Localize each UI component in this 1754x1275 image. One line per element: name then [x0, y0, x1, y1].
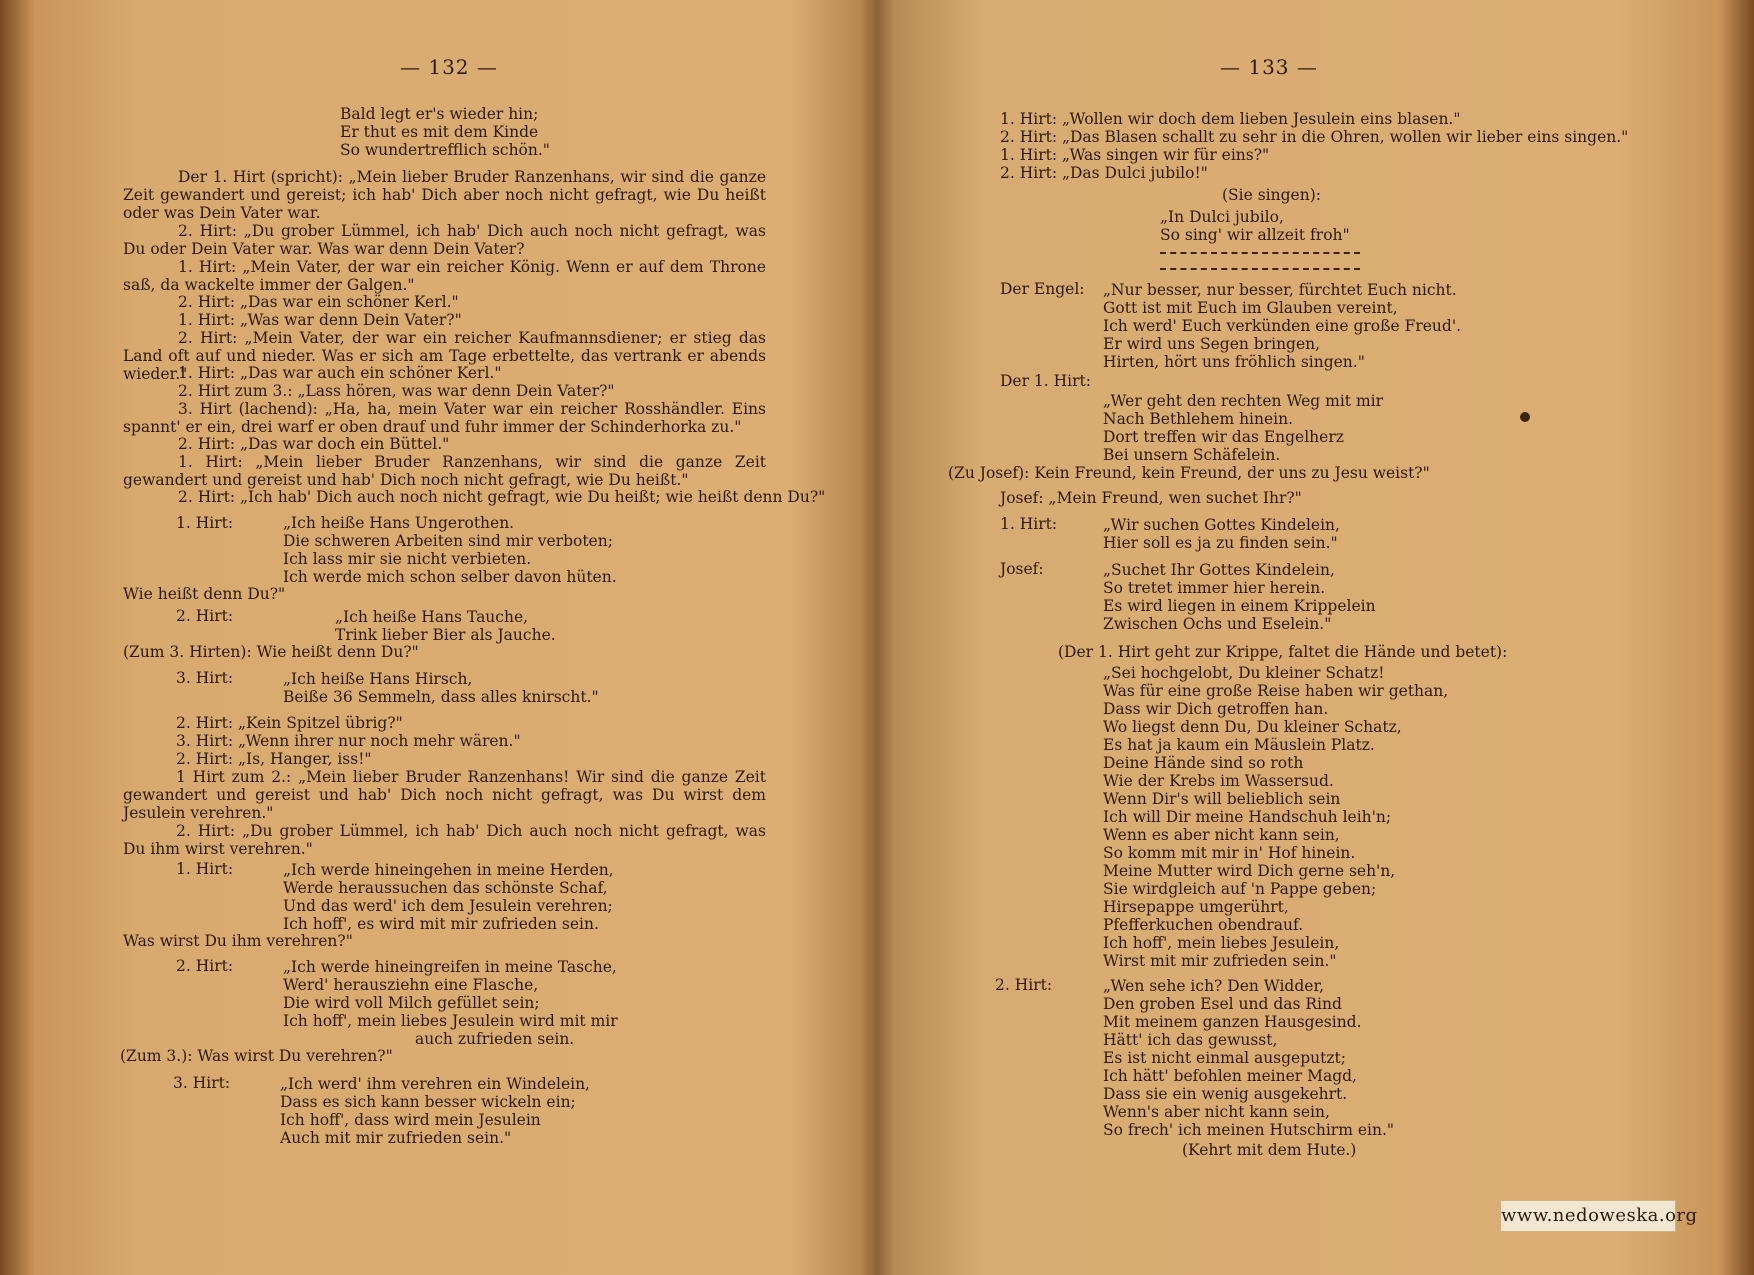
verse-line: Wenn Dir's will belieblich sein [1103, 790, 1341, 808]
text-paragraph: 3. Hirt (lachend): „Ha, ha, mein Vater war ein reicher Rosshändler. Eins spannt' er ein, drei warf er oben drauf und fuhr immer der Schinderhorka zu." [123, 400, 766, 436]
verse-line: Es hat ja kaum ein Mäuslein Platz. [1103, 736, 1375, 754]
verse-line: Ich werde mich schon selber davon hüten. [283, 568, 617, 586]
verse-line: Hirsepappe umgerührt, [1103, 898, 1289, 916]
divider [1160, 268, 1360, 271]
text-paragraph: 2. Hirt: „Du grober Lümmel, ich hab' Dich auch noch nicht gefragt, was Du ihm wirst verehren." [123, 822, 766, 858]
verse-line: Ich werd' Euch verkünden eine große Freud'. [1103, 317, 1462, 335]
speaker-label: 2. Hirt: [995, 976, 1053, 994]
speaker-label: Josef: [1000, 560, 1044, 578]
text-line: 1. Hirt: „Wollen wir doch dem lieben Jesulein eins blasen." [1000, 110, 1461, 128]
verse-line: Wo liegst denn Du, Du kleiner Schatz, [1103, 718, 1402, 736]
verse-line: „Nur besser, nur besser, fürchtet Euch nicht. [1103, 281, 1457, 299]
verse-line: Dort treffen wir das Engelherz [1103, 428, 1344, 446]
verse-line: Beiße 36 Semmeln, dass alles knirscht." [283, 688, 599, 706]
verse-line: Was für eine große Reise haben wir gethan, [1103, 682, 1449, 700]
verse-line: Ich hoff', es wird mit mir zufrieden sein. [283, 915, 599, 933]
text-line: Was wirst Du ihm verehren?" [123, 932, 353, 950]
text-line: 2. Hirt: „Ich hab' Dich auch noch nicht gefragt, wie Du heißt; wie heißt denn Du?" [178, 488, 826, 506]
text-line: Er thut es mit dem Kinde [340, 123, 539, 141]
text-paragraph: 2. Hirt: „Mein Vater, der war ein reicher Kaufmannsdiener; er stieg das Land oft auf und nieder. Was er sich am Tage erbettelte, das vertrank er abends wieder." [123, 329, 766, 383]
verse-line: Zwischen Ochs und Eselein." [1103, 615, 1332, 633]
text-line: 2. Hirt: „Das war doch ein Büttel." [178, 435, 450, 453]
verse-line: Hirten, hört uns fröhlich singen." [1103, 353, 1365, 371]
ink-spot-icon [1520, 412, 1530, 422]
text-line: (Zum 3.): Was wirst Du verehren?" [120, 1047, 393, 1065]
verse-line: Werde heraussuchen das schönste Schaf, [283, 879, 608, 897]
verse-line: So frech' ich meinen Hutschirm ein." [1103, 1121, 1394, 1139]
text-paragraph: 2. Hirt: „Du grober Lümmel, ich hab' Dich auch noch nicht gefragt, was Du oder Dein Vater war. Was war denn Dein Vater? [123, 222, 766, 258]
divider [1160, 252, 1360, 255]
verse-line: „Ich heiße Hans Hirsch, [283, 670, 473, 688]
speaker-label: 1. Hirt: [1000, 515, 1058, 533]
verse-line: Dass sie ein wenig ausgekehrt. [1103, 1085, 1348, 1103]
verse-line: Bei unsern Schäfelein. [1103, 446, 1281, 464]
verse-line: „Wir suchen Gottes Kindelein, [1103, 516, 1340, 534]
speaker-label: 1. Hirt: [176, 514, 234, 532]
text-line: Josef: „Mein Freund, wen suchet Ihr?" [1000, 489, 1302, 507]
speaker-label: Der Engel: [1000, 280, 1085, 298]
speaker-label: 1. Hirt: [176, 860, 234, 878]
text-paragraph: 1. Hirt: „Mein lieber Bruder Ranzenhans, wir sind die ganze Zeit gewandert und gereist und hab' Dich noch nicht gefragt, wie Du heißt." [123, 453, 766, 489]
verse-line: Er wird uns Segen bringen, [1103, 335, 1321, 353]
left-page [0, 0, 860, 1275]
verse-line: Trink lieber Bier als Jauche. [335, 626, 556, 644]
speaker-label: 2. Hirt: [176, 607, 234, 625]
verse-line: Den groben Esel und das Rind [1103, 995, 1342, 1013]
stage-direction: (Sie singen): [1222, 186, 1321, 204]
verse-line: „Ich werd' ihm verehren ein Windelein, [280, 1075, 590, 1093]
page-number: — 133 — [1220, 55, 1318, 79]
speaker-label: Der 1. Hirt: [1000, 372, 1091, 390]
speaker-label: 3. Hirt: [176, 669, 234, 687]
page-number: — 132 — [400, 55, 498, 79]
text-line: (Zu Josef): Kein Freund, kein Freund, der uns zu Jesu weist?" [948, 464, 1430, 482]
right-page [860, 0, 1754, 1275]
stage-direction: (Der 1. Hirt geht zur Krippe, faltet die Hände und betet): [1058, 643, 1508, 661]
verse-line: Dass es sich kann besser wickeln ein; [280, 1093, 576, 1111]
verse-line: Hätt' ich das gewusst, [1103, 1031, 1278, 1049]
verse-line: Ich hätt' befohlen meiner Magd, [1103, 1067, 1357, 1085]
text-line: 2. Hirt: „Das Dulci jubilo!" [1000, 164, 1208, 182]
verse-line: „Suchet Ihr Gottes Kindelein, [1103, 561, 1335, 579]
text-line: 3. Hirt: „Wenn ihrer nur noch mehr wären." [176, 732, 521, 750]
verse-line: Auch mit mir zufrieden sein." [280, 1129, 512, 1147]
verse-line: „Ich heiße Hans Ungerothen. [283, 514, 515, 532]
text-paragraph: Der 1. Hirt (spricht): „Mein lieber Bruder Ranzenhans, wir sind die ganze Zeit gewandert und gereist; ich hab' Dich aber noch nicht gefragt, wie Du heißt oder was Dein Vater war. [123, 168, 766, 222]
verse-line: auch zufrieden sein. [415, 1030, 575, 1048]
verse-line: „Wer geht den rechten Weg mit mir [1103, 392, 1384, 410]
text-paragraph: 1 Hirt zum 2.: „Mein lieber Bruder Ranzenhans! Wir sind die ganze Zeit gewandert und gereist und hab' Dich noch nicht gefragt, was Du wirst dem Jesulein verehren." [123, 768, 766, 822]
verse-line: So komm mit mir in' Hof hinein. [1103, 844, 1356, 862]
verse-line: Deine Hände sind so roth [1103, 754, 1304, 772]
verse-line: „Wen sehe ich? Den Widder, [1103, 977, 1325, 995]
verse-line: Nach Bethlehem hinein. [1103, 410, 1294, 428]
verse-line: Die schweren Arbeiten sind mir verboten; [283, 532, 613, 550]
verse-line: Wirst mit mir zufrieden sein." [1103, 952, 1337, 970]
verse-line: Hier soll es ja zu finden sein." [1103, 534, 1338, 552]
stage-direction: (Kehrt mit dem Hute.) [1182, 1141, 1357, 1159]
verse-line: Wie der Krebs im Wassersud. [1103, 772, 1334, 790]
verse-line: „Ich heiße Hans Tauche, [335, 608, 529, 626]
text-line: 2. Hirt: „Kein Spitzel übrig?" [176, 714, 403, 732]
verse-line: Ich will Dir meine Handschuh leih'n; [1103, 808, 1392, 826]
verse-line: Wenn's aber nicht kann sein, [1103, 1103, 1330, 1121]
verse-line: Ich hoff', dass wird mein Jesulein [280, 1111, 541, 1129]
verse-line: Meine Mutter wird Dich gerne seh'n, [1103, 862, 1396, 880]
text-line: 1. Hirt: „Was singen wir für eins?" [1000, 146, 1270, 164]
verse-line: Gott ist mit Euch im Glauben vereint, [1103, 299, 1398, 317]
text-line: 2. Hirt: „Das Blasen schallt zu sehr in die Ohren, wollen wir lieber eins singen." [1000, 128, 1629, 146]
verse-line: Pfefferkuchen obendrauf. [1103, 916, 1304, 934]
speaker-label: 2. Hirt: [176, 957, 234, 975]
verse-line: Werd' herausziehn eine Flasche, [283, 976, 539, 994]
text-line: So wundertrefflich schön." [340, 141, 550, 159]
verse-line: „Sei hochgelobt, Du kleiner Schatz! [1103, 664, 1385, 682]
verse-line: Die wird voll Milch gefüllet sein; [283, 994, 540, 1012]
verse-line: „Ich werde hineingreifen in meine Tasche, [283, 958, 617, 976]
text-line: Bald legt er's wieder hin; [340, 105, 539, 123]
verse-line: Und das werd' ich dem Jesulein verehren; [283, 897, 613, 915]
text-line: 2. Hirt: „Das war ein schöner Kerl." [178, 293, 459, 311]
text-line: Wie heißt denn Du?" [123, 585, 286, 603]
verse-line: Ich hoff', mein liebes Jesulein, [1103, 934, 1340, 952]
text-line: 1. Hirt: „Das war auch ein schöner Kerl." [178, 364, 502, 382]
text-line: 2. Hirt zum 3.: „Lass hören, was war denn Dein Vater?" [178, 382, 615, 400]
text-paragraph: 1. Hirt: „Mein Vater, der war ein reicher König. Wenn er auf dem Throne saß, da wackelte immer der Galgen." [123, 258, 766, 294]
verse-line: Es wird liegen in einem Krippelein [1103, 597, 1376, 615]
verse-line: „Ich werde hineingehen in meine Herden, [283, 861, 614, 879]
verse-line: So tretet immer hier herein. [1103, 579, 1326, 597]
verse-line: Wenn es aber nicht kann sein, [1103, 826, 1340, 844]
verse-line: Mit meinem ganzen Hausgesind. [1103, 1013, 1362, 1031]
verse-line: Dass wir Dich getroffen han. [1103, 700, 1329, 718]
verse-line: Sie wirdgleich auf 'n Pappe geben; [1103, 880, 1377, 898]
verse-line: Ich lass mir sie nicht verbieten. [283, 550, 532, 568]
text-line: 1. Hirt: „Was war denn Dein Vater?" [178, 311, 462, 329]
text-line: (Zum 3. Hirten): Wie heißt denn Du?" [123, 643, 419, 661]
speaker-label: 3. Hirt: [173, 1074, 231, 1092]
text-line: 2. Hirt: „Is, Hanger, iss!" [176, 750, 372, 768]
verse-line: „In Dulci jubilo, [1160, 208, 1284, 226]
verse-line: Es ist nicht einmal ausgeputzt; [1103, 1049, 1346, 1067]
watermark[interactable]: www.nedoweska.org [1500, 1200, 1676, 1232]
verse-line: Ich hoff', mein liebes Jesulein wird mit mir [283, 1012, 618, 1030]
verse-line: So sing' wir allzeit froh" [1160, 226, 1350, 244]
